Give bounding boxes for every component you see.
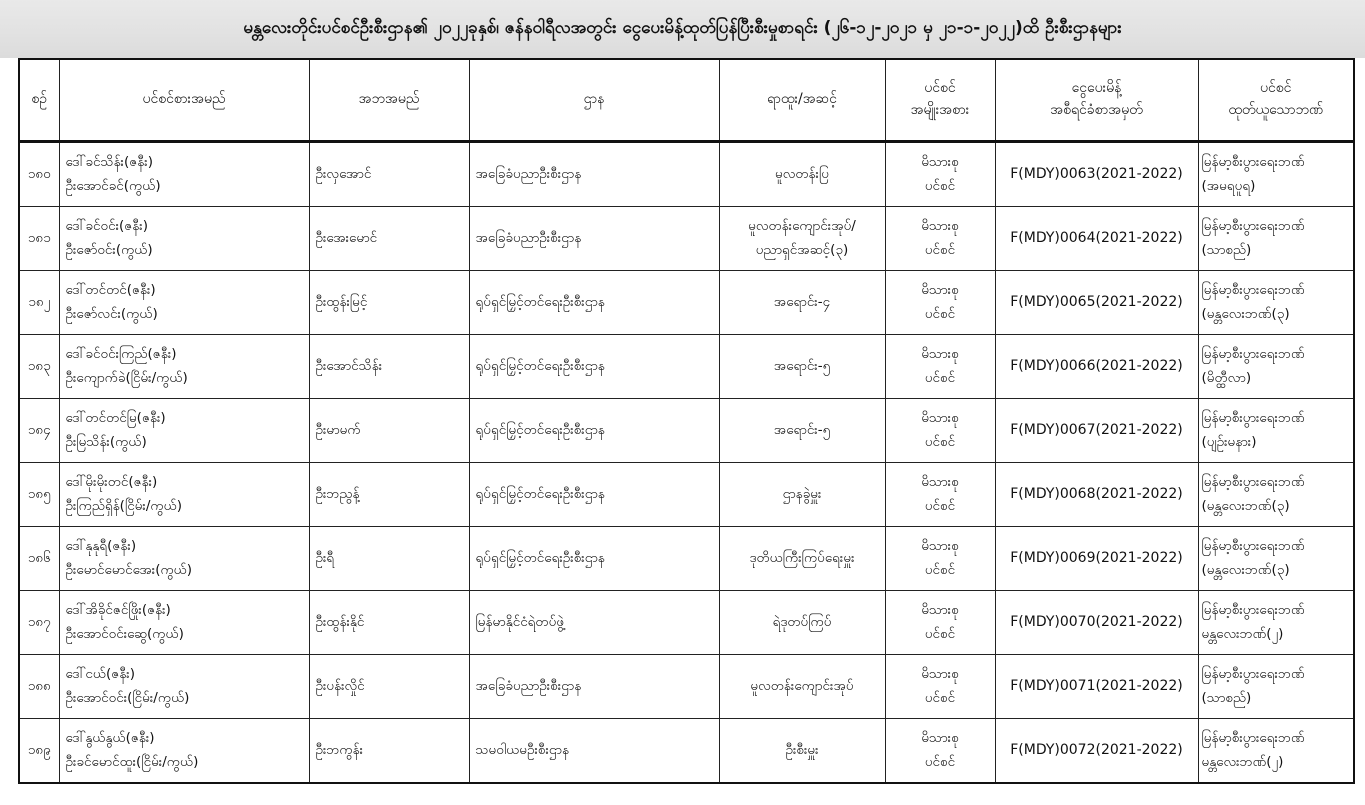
bank-name-line: မြန်မာ့စီးပွားရေးဘဏ် [1201,345,1305,362]
pension-type-line: မိသားစု [921,729,959,746]
father-name: ဦးထွန်းမြင့် [309,271,469,335]
header-bank [1198,59,1354,142]
row-number: ၁၈၂ [19,271,59,335]
rank [719,207,885,271]
pension-type-line: မိသားစု [921,409,959,426]
pensioner-name-line: ဦးဇော်လင်း(ကွယ်) [65,305,158,322]
bank-name-line: မြန်မာ့စီးပွားရေးဘဏ် [1201,537,1305,554]
father-name: ဦးလှအောင် [309,142,469,207]
pensioner-name-line: ဒေါ်ခင်သိန်း(ဇနီး) [65,153,153,170]
pension-type-line: မိသားစု [921,153,959,170]
pensioner-name-line: ဦးမောင်မောင်အေး(ကွယ်) [65,561,193,578]
rank [719,399,885,463]
pension-type [885,591,995,655]
pensioner-name-line: ဒေါ်တင်တင်မြ(ဇနီး) [65,409,166,426]
table-row [19,142,1354,207]
pension-type [885,399,995,463]
table-row [19,591,1354,655]
pension-type-line: မိသားစု [921,217,959,234]
header-label-line: ငွေပေးမိန့် [1071,80,1122,97]
pensioner-name [59,142,309,207]
pension-type-line: မိသားစု [921,473,959,490]
department: ရုပ်ရှင်မြှင့်တင်ရေးဦးစီးဌာန [469,399,719,463]
report-number: F(MDY)0072(2021-2022) [995,719,1198,784]
bank-name-line: မြန်မာ့စီးပွားရေးဘဏ် [1201,153,1305,170]
pensioner-name [59,527,309,591]
pension-type-line: မိသားစု [921,601,959,618]
pensioner-name [59,719,309,784]
department: ရုပ်ရှင်မြှင့်တင်ရေးဦးစီးဌာန [469,463,719,527]
department: အခြေခံပညာဦးစီးဌာန [469,655,719,719]
bank-name [1198,335,1354,399]
pension-type-line: ပင်စင် [924,561,956,578]
pension-table [18,58,1355,784]
pensioner-name-line: ဦးကျောက်ခဲ(ငြိမ်း/ကွယ်) [65,369,188,386]
bank-name [1198,463,1354,527]
bank-name-line: (မန္တလေးဘဏ်(၃) [1201,305,1290,322]
pensioner-name-line: ဦးအောင်ဝင်း(ငြိမ်း/ကွယ်) [65,689,190,706]
pensioner-name-line: ဒေါ်နုနုရီ(ဇနီး) [65,537,137,554]
pensioner-name-line: ဒေါ်မိုးမိုးတင်(ဇနီး) [65,473,158,490]
row-number: ၁၈၇ [19,591,59,655]
row-number: ၁၈၆ [19,527,59,591]
bank-name [1198,591,1354,655]
pensioner-name-line: ဒေါ်ခင်ဝင်း(ဇနီး) [65,217,148,234]
department: ရုပ်ရှင်မြှင့်တင်ရေးဦးစီးဌာန [469,335,719,399]
father-name: ဦးရီ [309,527,469,591]
report-number: F(MDY)0068(2021-2022) [995,463,1198,527]
pension-type [885,527,995,591]
pension-type-line: မိသားစု [921,537,959,554]
table-row [19,399,1354,463]
report-number: F(MDY)0065(2021-2022) [995,271,1198,335]
pension-type-line: မိသားစု [921,665,959,682]
pension-type-line: မိသားစု [921,281,959,298]
pension-type-line: ပင်စင် [924,241,956,258]
header-no [19,59,59,142]
table-row [19,527,1354,591]
header-label-line: ရာထူး/အဆင့် [767,91,837,108]
header-label-line: စဉ် [31,91,48,108]
table-header-row [19,59,1354,142]
father-name: ဦးအောင်သိန်း [309,335,469,399]
header-label-line: အမျိုးအစား [910,102,970,118]
rank-line: ဒုတိယကြီးကြပ်ရေးမှူး [749,549,855,566]
bank-name-line: မြန်မာ့စီးပွားရေးဘဏ် [1201,281,1305,298]
bank-name [1198,719,1354,784]
rank [719,719,885,784]
father-name: ဦးအေးမောင် [309,207,469,271]
pension-type-line: ပင်စင် [924,689,956,706]
department: ရုပ်ရှင်မြှင့်တင်ရေးဦးစီးဌာန [469,527,719,591]
pensioner-name-line: ဒေါ်အိခိုင်ဇင်ဖြိုး(ဇနီး) [65,601,171,618]
pension-type [885,335,995,399]
department: သမဝါယမဦးစီးဌာန [469,719,719,784]
title-bar [0,0,1365,58]
pensioner-name-line: ဒေါ်ငယ်(ဇနီး) [65,665,136,682]
rank [719,655,885,719]
pension-type [885,271,995,335]
header-label-line: ပင်စင်စားအမည် [142,91,226,108]
header-father-name [309,59,469,142]
report-number: F(MDY)0067(2021-2022) [995,399,1198,463]
report-number: F(MDY)0063(2021-2022) [995,142,1198,207]
header-report-number [995,59,1198,142]
pension-type [885,463,995,527]
row-number: ၁၈၄ [19,399,59,463]
rank-line: အရောင်း-၅ [773,357,831,374]
bank-name [1198,399,1354,463]
pensioner-name [59,335,309,399]
pensioner-name-line: ဦးကြည်ရှိန်(ငြိမ်း/ကွယ်) [65,497,182,514]
rank-line: ဦးစီးမှူး [785,741,819,758]
table-row [19,335,1354,399]
pensioner-name [59,271,309,335]
pension-type-line: ပင်စင် [924,497,956,514]
pension-type [885,142,995,207]
bank-name [1198,142,1354,207]
rank [719,271,885,335]
father-name: ဦးဘညွန့် [309,463,469,527]
pensioner-name [59,655,309,719]
header-pensioner-name [59,59,309,142]
report-number: F(MDY)0071(2021-2022) [995,655,1198,719]
department: အခြေခံပညာဦးစီးဌာန [469,207,719,271]
report-number: F(MDY)0070(2021-2022) [995,591,1198,655]
bank-name-line: မန္တလေးဘဏ်(၂) [1201,625,1284,642]
rank-line: ဌာနခွဲမှူး [782,485,822,502]
pensioner-name-line: ဦးမြသိန်း(ကွယ်) [65,433,147,450]
bank-name [1198,271,1354,335]
pension-type-line: ပင်စင် [924,625,956,642]
bank-name-line: မြန်မာ့စီးပွားရေးဘဏ် [1201,217,1305,234]
father-name: ဦးမာမက် [309,399,469,463]
pensioner-name-line: ဦးအောင်ဝင်းဆွေ(ကွယ်) [65,625,184,642]
row-number: ၁၈၉ [19,719,59,784]
bank-name [1198,655,1354,719]
row-number: ၁၈၀ [19,142,59,207]
bank-name-line: မန္တလေးဘဏ်(၂) [1201,753,1284,770]
rank-line: ရဲဒုတပ်ကြပ် [772,613,832,630]
header-label-line: ဌာန [583,91,605,108]
pension-type [885,719,995,784]
table-body [19,142,1354,784]
header-label-line: အဘအမည် [358,91,420,108]
bank-name-line: မြန်မာ့စီးပွားရေးဘဏ် [1201,473,1305,490]
pensioner-name-line: ဒေါ်တင်တင်(ဇနီး) [65,281,156,298]
bank-name [1198,207,1354,271]
rank-line: အရောင်း-၅ [773,421,831,438]
pensioner-name-line: ဦးအောင်ခင်(ကွယ်) [65,177,161,194]
header-pension-type [885,59,995,142]
department: ရုပ်ရှင်မြှင့်တင်ရေးဦးစီးဌာန [469,271,719,335]
pensioner-name [59,207,309,271]
bank-name-line: (သာစည်) [1201,689,1252,706]
father-name: ဦးဘကွန်း [309,719,469,784]
rank-line: မူလတန်းပြ [775,165,829,182]
bank-name-line: (သာစည်) [1201,241,1252,258]
pension-type-line: ပင်စင် [924,177,956,194]
rank-line: အရောင်း-၄ [773,293,831,310]
header-label-line: ပင်စင် [1260,80,1292,97]
bank-name-line: မြန်မာ့စီးပွားရေးဘဏ် [1201,409,1305,426]
bank-name [1198,527,1354,591]
pension-type [885,655,995,719]
father-name: ဦးထွန်းနိုင် [309,591,469,655]
pension-type-line: ပင်စင် [924,433,956,450]
pensioner-name [59,591,309,655]
row-number: ၁၈၁ [19,207,59,271]
pension-type-line: ပင်စင် [924,305,956,322]
bank-name-line: (ပျဉ်းမနား) [1201,433,1257,450]
pensioner-name-line: ဒေါ်ခင်ဝင်းကြည်(ဇနီး) [65,345,177,362]
header-department [469,59,719,142]
bank-name-line: (မန္တလေးဘဏ်(၃) [1201,497,1290,514]
report-number: F(MDY)0069(2021-2022) [995,527,1198,591]
table-row [19,719,1354,784]
rank [719,591,885,655]
pension-type [885,207,995,271]
table-row [19,271,1354,335]
rank-line: မူလတန်းကျောင်းအုပ် [750,677,854,694]
bank-name-line: (မိတ္ထီလာ) [1201,369,1252,386]
table-row [19,655,1354,719]
report-number: F(MDY)0064(2021-2022) [995,207,1198,271]
row-number: ၁၈၅ [19,463,59,527]
pension-type-line: ပင်စင် [924,369,956,386]
header-label-line: ပင်စင် [924,80,956,97]
pensioner-name [59,463,309,527]
rank [719,142,885,207]
rank-line: မူလတန်းကျောင်းအုပ်/ [748,217,856,234]
pensioner-name-line: ဦးဇော်ဝင်း(ကွယ်) [65,241,153,258]
table-row [19,463,1354,527]
rank-line: ပညာရှင်အဆင့်(၃) [755,241,849,258]
row-number: ၁၈၈ [19,655,59,719]
bank-name-line: (အမရပူရ) [1201,177,1256,194]
header-label-line: အစီရင်ခံစာအမှတ် [1050,102,1143,118]
bank-name-line: မြန်မာ့စီးပွားရေးဘဏ် [1201,601,1305,618]
table-row [19,207,1354,271]
pension-type-line: မိသားစု [921,345,959,362]
bank-name-line: (မန္တလေးဘဏ်(၃) [1201,561,1290,578]
bank-name-line: မြန်မာ့စီးပွားရေးဘဏ် [1201,729,1305,746]
rank [719,463,885,527]
department: အခြေခံပညာဦးစီးဌာန [469,142,719,207]
rank [719,527,885,591]
pensioner-name [59,399,309,463]
document-title: မန္တလေးတိုင်းပင်စင်ဦးစီးဌာန၏ ၂၀၂၂ခုနှစ်၊ ဇန်နဝါရီလအတွင်း ငွေပေးမိန့်ထုတ်ပြန်ပြီးစီးမှုစာရင်း (၂၆-၁၂-၂၀၂၁ မှ ၂၁-၁-၂၀၂၂)ထိ ဦးစီးဌာနများ [243,17,1122,38]
rank [719,335,885,399]
pensioner-name-line: ဒေါ်နွယ်နွယ်(ဇနီး) [65,729,155,746]
pension-type-line: ပင်စင် [924,753,956,770]
row-number: ၁၈၃ [19,335,59,399]
header-label-line: ထုတ်ယူသောဘဏ် [1228,102,1324,118]
header-rank [719,59,885,142]
report-number: F(MDY)0066(2021-2022) [995,335,1198,399]
pensioner-name-line: ဦးခင်မောင်ထူး(ငြိမ်း/ကွယ်) [65,753,199,770]
department: မြန်မာနိုင်ငံရဲတပ်ဖွဲ့ [469,591,719,655]
bank-name-line: မြန်မာ့စီးပွားရေးဘဏ် [1201,665,1305,682]
father-name: ဦးပန်းလှိုင် [309,655,469,719]
